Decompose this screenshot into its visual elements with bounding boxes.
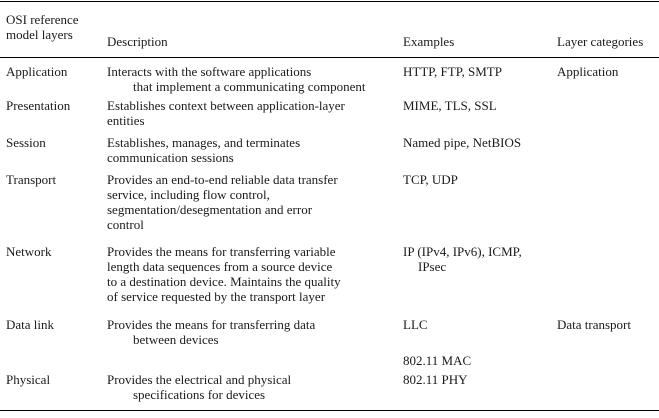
row-desc-data-link bbox=[107, 317, 315, 347]
header-rule bbox=[0, 57, 659, 58]
header-layers-line2: model layers bbox=[6, 27, 73, 42]
desc-line: Establishes context between application-layer bbox=[107, 98, 345, 113]
row-desc-physical bbox=[107, 372, 291, 402]
table-bottom-rule bbox=[0, 410, 659, 411]
row-examples-data-link-llc: LLC bbox=[403, 317, 428, 332]
desc-line: between devices bbox=[133, 332, 219, 347]
example-line: IP (IPv4, IPv6), ICMP, bbox=[403, 244, 522, 259]
table-top-rule bbox=[0, 1, 659, 2]
desc-line: entities bbox=[107, 113, 145, 128]
desc-line: length data sequences from a source device bbox=[107, 259, 333, 274]
header-layers bbox=[6, 12, 79, 42]
row-layer-physical: Physical bbox=[6, 372, 51, 387]
desc-line: Provides the means for transferring variable bbox=[107, 244, 336, 259]
desc-line: service, including flow control, bbox=[107, 187, 270, 202]
row-desc-network bbox=[107, 244, 341, 304]
header-layers-line1: OSI reference bbox=[6, 12, 79, 27]
desc-line: Provides the electrical and physical bbox=[107, 372, 292, 387]
header-categories: Layer categories bbox=[557, 34, 644, 49]
desc-line: Provides the means for transferring data bbox=[107, 317, 316, 332]
row-layer-transport: Transport bbox=[6, 172, 57, 187]
row-examples-network bbox=[403, 244, 522, 274]
desc-line: segmentation/desegmentation and error bbox=[107, 202, 313, 217]
row-desc-session bbox=[107, 135, 300, 165]
row-layer-data-link: Data link bbox=[6, 317, 55, 332]
row-examples-transport: TCP, UDP bbox=[403, 172, 458, 187]
example-line: IPsec bbox=[418, 259, 447, 274]
row-examples-physical: 802.11 PHY bbox=[403, 372, 468, 387]
row-layer-session: Session bbox=[6, 135, 46, 150]
desc-line: of service requested by the transport layer bbox=[107, 289, 326, 304]
row-desc-transport bbox=[107, 172, 338, 232]
row-examples-application: HTTP, FTP, SMTP bbox=[403, 64, 502, 79]
row-category-data-link: Data transport bbox=[557, 317, 632, 332]
row-desc-presentation bbox=[107, 98, 345, 128]
desc-line: control bbox=[107, 217, 144, 232]
row-desc-application bbox=[107, 64, 366, 94]
desc-line: to a destination device. Maintains the quality bbox=[107, 274, 341, 289]
row-layer-presentation: Presentation bbox=[6, 98, 71, 113]
row-examples-presentation: MIME, TLS, SSL bbox=[403, 98, 497, 113]
desc-line: specifications for devices bbox=[133, 387, 266, 402]
desc-line: communication sessions bbox=[107, 150, 234, 165]
desc-line: Establishes, manages, and terminates bbox=[107, 135, 301, 150]
header-description: Description bbox=[107, 34, 168, 49]
header-examples: Examples bbox=[403, 34, 455, 49]
desc-line: Interacts with the software applications bbox=[107, 64, 312, 79]
row-examples-session: Named pipe, NetBIOS bbox=[403, 135, 522, 150]
desc-line: that implement a communicating component bbox=[133, 79, 366, 94]
row-examples-data-link-mac: 802.11 MAC bbox=[403, 353, 472, 368]
row-layer-application: Application bbox=[6, 64, 68, 79]
row-category-application: Application bbox=[557, 64, 619, 79]
row-layer-network: Network bbox=[6, 244, 52, 259]
desc-line: Provides an end-to-end reliable data transfer bbox=[107, 172, 338, 187]
